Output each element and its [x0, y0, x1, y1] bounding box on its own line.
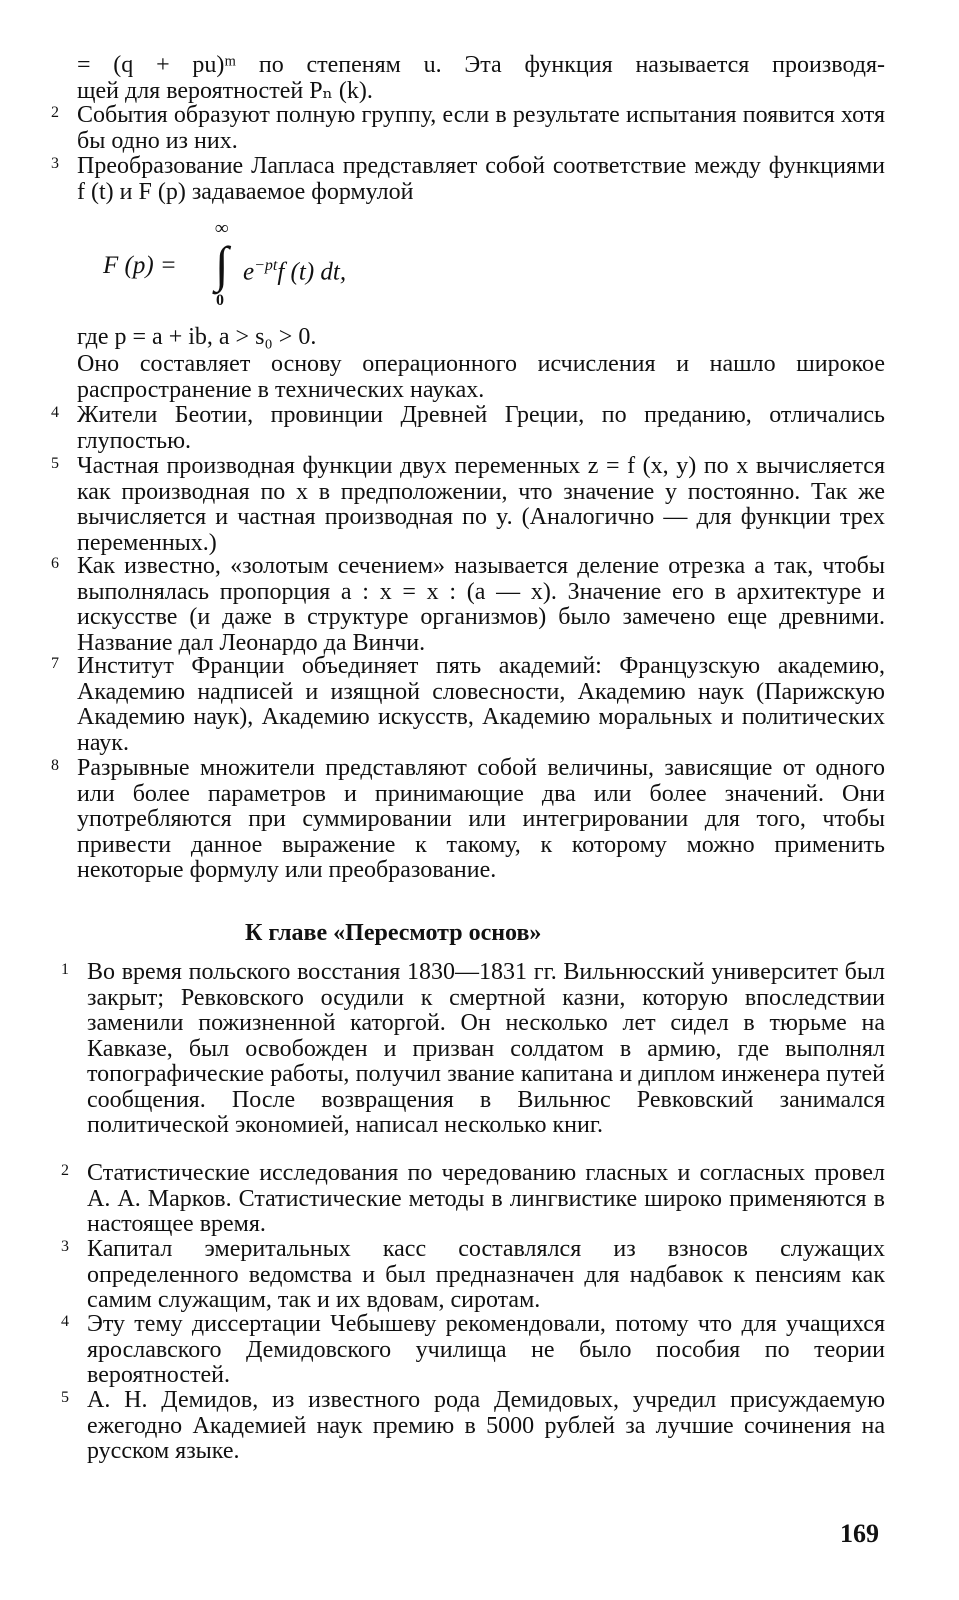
integral-sign: ∫ [215, 236, 229, 292]
footnote [51, 553, 885, 656]
footnote-number: 8 [51, 757, 59, 774]
footnote-text: Капитал эмеритальных касс составлялся из взносов служащих определенного ведомства и был предназначен для надбавок к пенсиям как самим служащим, так и их вдовам, сиротам. [87, 1236, 885, 1313]
continuation-line-1: = (q + pu)ᵐ по степеням u. Эта функция называется производя- [77, 52, 885, 78]
integrand-rest: f (t) dt, [277, 258, 347, 286]
footnote-text: Частная производная функции двух переменных z = f (x, y) по x вычисляется как производная по x в предположении, что значение y постоянно. Так же вычисляется и частная производная по y. (Аналогично — для функции трех переменных.) [77, 453, 885, 556]
footnote-text: Во время польского восстания 1830—1831 гг. Вильнюсский университет был закрыт; Ревковского осудили к смертной казни, которую впоследствии заменили пожизненной каторгой. Он несколько лет сидел в тюрьме на Кавказе, был освобожден и призван солдатом в армию, где выполнял топографические работы, получил звание капитана и диплом инженера путей сообщения. После возвращения в Вильнюс Ревковский занимался политической экономией, написал несколько книг. [87, 959, 885, 1138]
page-number: 169 [840, 1519, 879, 1548]
note-3-continuation-text: Оно составляет основу операционного исчисления и нашло широкое распространение в технических науках. [77, 351, 885, 403]
integrand-exponent: −pt [254, 257, 278, 274]
footnote-text: А. Н. Демидов, из известного рода Демидовых, учредил присуждаемую ежегодно Академией наук премию в 5000 рублей за лучшие сочинения на русском языке. [87, 1387, 885, 1464]
footnote-text: Разрывные множители представляют собой величины, зависящие от одного или более параметров и принимающие два или более значений. Они употребляются при суммировании или интегрировании для того, чтобы привести данное выражение к такому, к которому можно применить некоторые формулу или преобразование. [77, 755, 885, 883]
footnote [51, 453, 885, 556]
footnote-number: 2 [61, 1162, 69, 1179]
footnote-number: 1 [61, 961, 69, 978]
formula-lhs: F (p) = [103, 252, 177, 279]
section-heading: К главе «Пересмотр основ» [245, 920, 542, 946]
footnote-number: 4 [51, 404, 59, 421]
footnote [61, 1236, 885, 1314]
footnote-number: 3 [61, 1238, 69, 1255]
footnote-number: 7 [51, 655, 59, 672]
footnote-number: 5 [61, 1389, 69, 1406]
footnote-text: Статистические исследования по чередованию гласных и согласных провел А. А. Марков. Статистические методы в лингвистике широко применяются в настоящее время. [87, 1160, 885, 1237]
integral-upper-limit: ∞ [215, 218, 229, 239]
footnote-number: 4 [61, 1313, 69, 1330]
footnote-number: 6 [51, 555, 59, 572]
footnote [51, 102, 885, 154]
footnote-text: Эту тему диссертации Чебышеву рекомендовали, потому что для учащихся ярославского Демидовского училища не было пособия по теории вероятностей. [87, 1311, 885, 1388]
footnote [51, 153, 885, 205]
footnote-text: Преобразование Лапласа представляет собой соответствие между функциями f (t) и F (p) задаваемое формулой [77, 153, 885, 205]
footnote-number: 2 [51, 104, 59, 121]
footnote [61, 1387, 885, 1465]
footnote [61, 1160, 885, 1238]
integrand-base: e [243, 258, 255, 286]
laplace-formula [103, 218, 433, 312]
note-3-continuation [77, 352, 885, 403]
formula-integrand [243, 253, 346, 285]
integral-lower-limit: 0 [216, 292, 224, 309]
continuation-line-2: щей для вероятностей Pₙ (k). [77, 77, 373, 104]
footnote [61, 1311, 885, 1389]
note-continuation [77, 53, 885, 104]
footnote-text: Как известно, «золотым сечением» называется деление отрезка a так, чтобы выполнялась пропорция a : x = x : (a — x). Значение его в архитектуре и искусстве (и даже в структуре организмов) было замечено еще древними. Название дал Леонардо да Винчи. [77, 553, 885, 656]
footnote-text: Жители Беотии, провинции Древней Греции, по преданию, отличались глупостью. [77, 402, 885, 454]
formula-condition: где p = a + ib, a > s₀ > 0. [77, 324, 317, 350]
footnote [51, 402, 885, 454]
footnote [51, 653, 885, 756]
footnote-text: События образуют полную группу, если в результате испытания появится хотя бы одно из них. [77, 102, 885, 154]
footnote-number: 5 [51, 455, 59, 472]
footnote-text: Институт Франции объединяет пять академий: Французскую академию, Академию надписей и изящной словесности, Академию наук (Парижскую Академию наук), Академию искусств, Академию моральных и политических наук. [77, 653, 885, 756]
footnote-number: 3 [51, 155, 59, 172]
footnote [61, 959, 885, 1139]
footnote [51, 755, 885, 884]
